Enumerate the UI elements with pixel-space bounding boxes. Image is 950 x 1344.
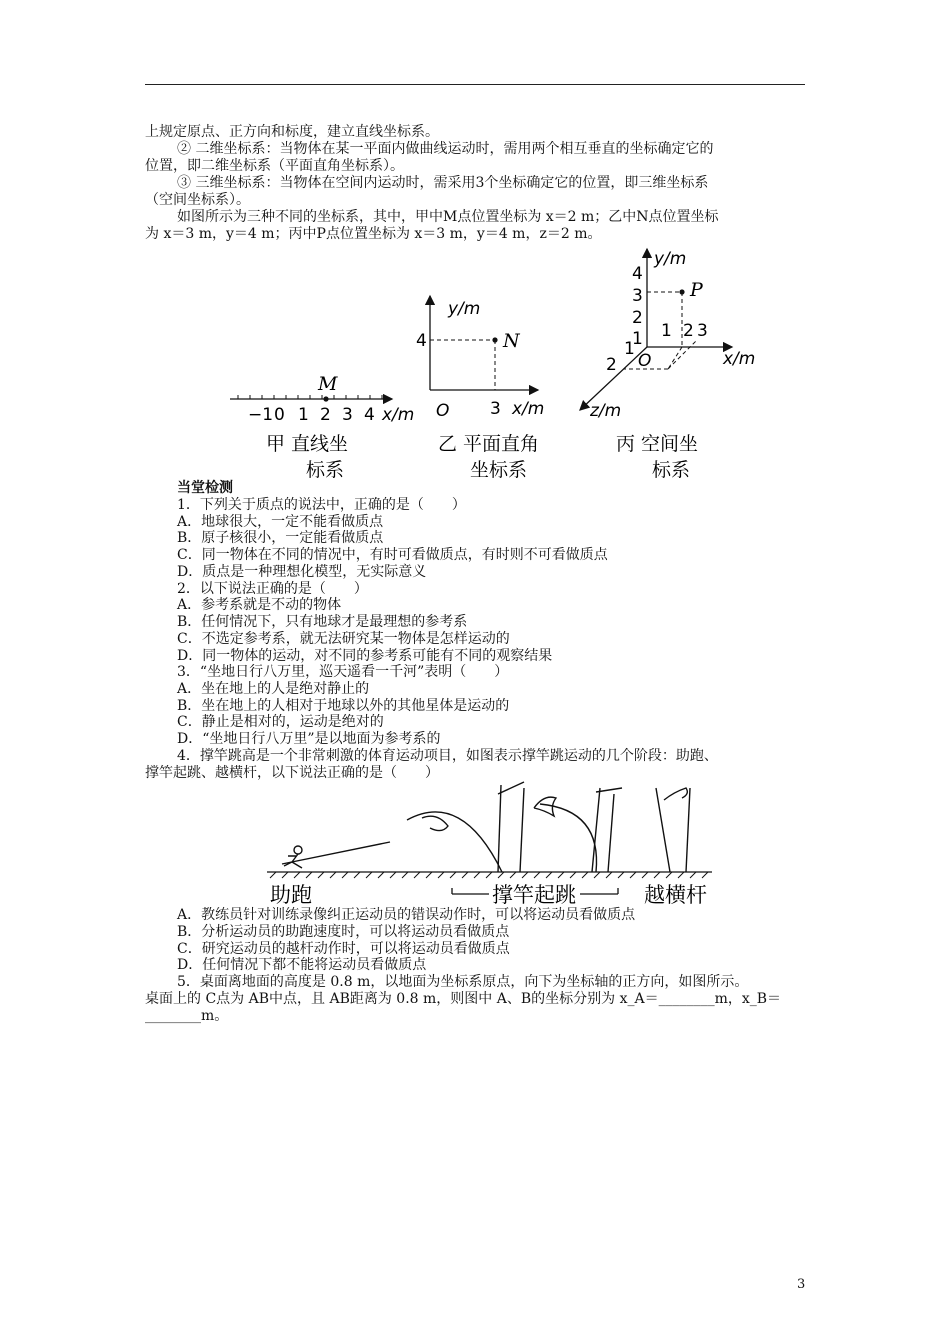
question: 4．撑竿跳高是一个非常刺激的体育运动项目，如图表示撑竿跳运动的几个阶段：助跑、 <box>177 748 718 764</box>
question: ________m。 <box>145 1008 229 1024</box>
tick-label: 1 <box>624 339 635 359</box>
label-p: P <box>690 279 703 301</box>
caption: 标系 <box>306 459 345 481</box>
text-line: 为 x＝3 m，y＝4 m；丙中P点位置坐标为 x＝3 m，y＝4 m，z＝2 m。 <box>145 226 602 242</box>
caption: 标系 <box>652 459 691 481</box>
caption: 乙 平面直角 <box>438 433 540 455</box>
pole-vault-figure <box>262 780 717 910</box>
caption: 丙 空间坐 <box>616 433 699 455</box>
option: C．静止是相对的，运动是绝对的 <box>177 714 384 730</box>
section-title: 当堂检测 <box>177 480 233 496</box>
tick-label: 3 <box>490 399 501 419</box>
option: A．地球很大，一定不能看做质点 <box>177 514 384 530</box>
option: B．分析运动员的助跑速度时，可以将运动员看做质点 <box>177 924 510 940</box>
tick-label: 3 <box>697 321 708 341</box>
option: D．“坐地日行八万里”是以地面为参考系的 <box>177 731 441 747</box>
text-line: （空间坐标系）。 <box>145 192 250 208</box>
tick-label: 0 <box>274 405 285 425</box>
tick-label: 1 <box>632 329 643 349</box>
label-m: M <box>318 373 338 395</box>
axis-label: y/m <box>448 299 481 319</box>
text-line: 上规定原点、正方向和标度，建立直线坐标系。 <box>145 124 439 140</box>
option: C．同一物体在不同的情况中，有时可看做质点，有时则不可看做质点 <box>177 547 608 563</box>
tick-label: 3 <box>632 286 643 306</box>
jia-line-axis <box>230 373 414 481</box>
yi-plane-axes <box>416 296 544 481</box>
option: C．研究运动员的越杆动作时，可以将运动员看做质点 <box>177 941 510 957</box>
question: 3．“坐地日行八万里，巡天遥看一千河”表明（ ） <box>177 664 509 680</box>
header-rule <box>145 84 805 85</box>
bing-space-axes <box>580 249 755 481</box>
label-n: N <box>503 330 520 352</box>
option: B．坐在地上的人相对于地球以外的其他星体是运动的 <box>177 698 510 714</box>
stage-label: 撑竿起跳 <box>492 883 576 907</box>
option: C．不选定参考系，就无法研究某一物体是怎样运动的 <box>177 631 510 647</box>
text-line: 如图所示为三种不同的坐标系，其中，甲中M点位置坐标为 x＝2 m；乙中N点位置坐标 <box>177 209 719 225</box>
tick-label: 2 <box>632 308 643 328</box>
axis-label: z/m <box>590 401 622 421</box>
origin-label: O <box>638 351 652 371</box>
coordinate-systems-figure <box>220 244 770 484</box>
tick-label: 2 <box>606 355 617 375</box>
option: A．坐在地上的人是绝对静止的 <box>177 681 370 697</box>
tick-label: 2 <box>683 321 694 341</box>
stage-label: 助跑 <box>270 883 312 907</box>
option: D．质点是一种理想化模型，无实际意义 <box>177 564 427 580</box>
page-number: 3 <box>797 1277 806 1292</box>
stage-label: 越横杆 <box>644 883 707 907</box>
axis-label: x/m <box>382 405 415 425</box>
option: D．同一物体的运动，对不同的参考系可能有不同的观察结果 <box>177 648 553 664</box>
tick-label: 2 <box>320 405 331 425</box>
tick-label: 1 <box>298 405 309 425</box>
option: B．原子核很小，一定能看做质点 <box>177 530 384 546</box>
question: 1．下列关于质点的说法中，正确的是（ ） <box>177 497 466 513</box>
caption: 坐标系 <box>470 459 528 481</box>
axis-label: x/m <box>512 399 545 419</box>
point-m <box>323 396 328 401</box>
question: 5．桌面离地面的高度是 0.8 m，以地面为坐标系原点，向下为坐标轴的正方向，如图所示。 <box>177 974 749 990</box>
tick-label: −1 <box>248 405 274 425</box>
axis-label: y/m <box>654 249 687 269</box>
axis-label: x/m <box>723 349 756 369</box>
origin-label: O <box>436 401 450 421</box>
option: A．参考系就是不动的物体 <box>177 597 342 613</box>
point-p <box>679 289 684 294</box>
tick-label: 3 <box>342 405 353 425</box>
text-line: ② 二维坐标系：当物体在某一平面内做曲线运动时，需用两个相互垂直的坐标确定它的 <box>177 141 714 157</box>
option: D．任何情况下都不能将运动员看做质点 <box>177 957 427 973</box>
option: B．任何情况下，只有地球才是最理想的参考系 <box>177 614 468 630</box>
tick-label: 4 <box>632 264 643 284</box>
question: 撑竿起跳、越横杆，以下说法正确的是（ ） <box>145 765 439 781</box>
text-line: ③ 三维坐标系：当物体在空间内运动时，需采用3个坐标确定它的位置，即三维坐标系 <box>177 175 709 191</box>
tick-label: 4 <box>416 331 427 351</box>
caption: 甲 直线坐 <box>266 433 349 455</box>
tick-label: 4 <box>364 405 375 425</box>
tick-label: 1 <box>661 321 672 341</box>
point-n <box>492 337 497 342</box>
question: 2．以下说法正确的是（ ） <box>177 581 368 597</box>
option: A．教练员针对训练录像纠正运动员的错误动作时，可以将运动员看做质点 <box>177 907 636 923</box>
question: 桌面上的 C点为 AB中点，且 AB距离为 0.8 m，则图中 A、B的坐标分别为 x_A＝________m，x_B＝ <box>145 991 782 1007</box>
text-line: 位置，即二维坐标系（平面直角坐标系）。 <box>145 158 404 174</box>
